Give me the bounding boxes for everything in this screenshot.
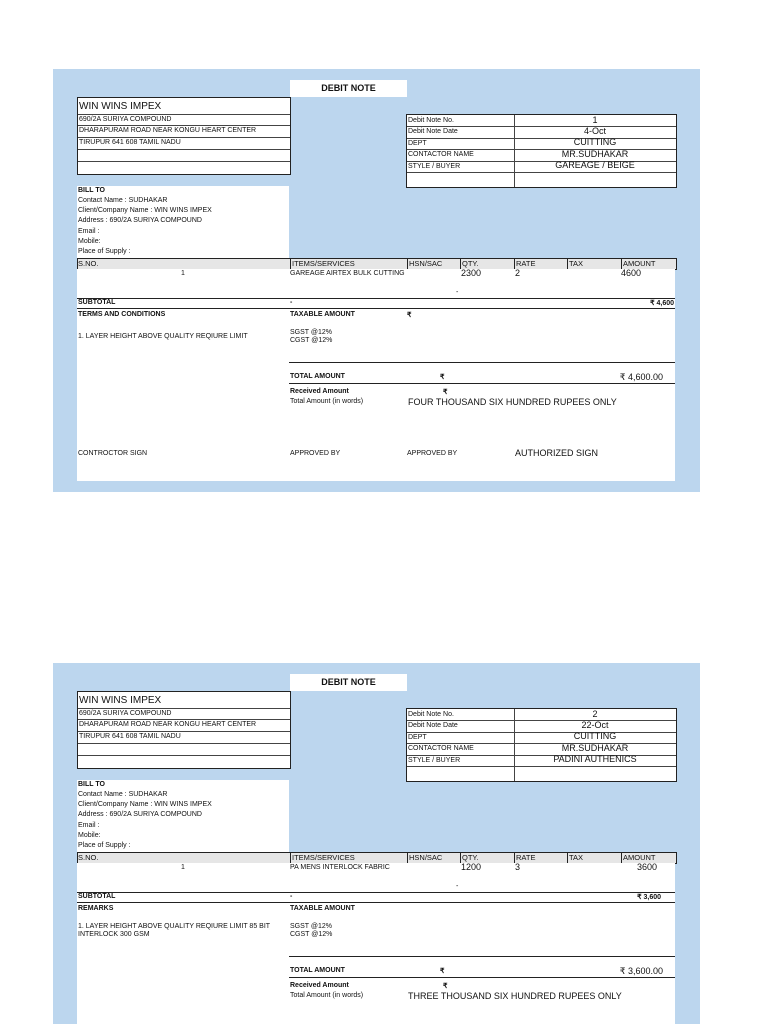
- bill-to-mobile: Mobile:: [78, 832, 101, 839]
- company-box: [77, 97, 291, 175]
- total-label: TOTAL AMOUNT: [290, 373, 345, 380]
- col-amount: AMOUNT: [623, 853, 656, 862]
- bill-to-supply: Place of Supply :: [78, 842, 131, 849]
- cgst-label: CGST @12%: [290, 337, 333, 344]
- words-label: Total Amount (in words): [290, 398, 364, 405]
- row-dot: -: [456, 883, 459, 890]
- authorized-sign: AUTHORIZED SIGN: [515, 448, 599, 458]
- col-tax: TAX: [569, 259, 584, 268]
- style-value: PADINI AUTHENICS: [553, 754, 637, 764]
- col-rate: RATE: [516, 853, 536, 862]
- company-address-1: 690/2A SURIYA COMPOUND: [79, 710, 172, 717]
- bill-to-contact: Contact Name : SUDHAKAR: [78, 197, 168, 204]
- items-body: [77, 269, 675, 481]
- bill-to-address: Address : 690/2A SURIYA COMPOUND: [78, 217, 202, 224]
- style-label: STYLE / BUYER: [408, 163, 461, 170]
- total-label: TOTAL AMOUNT: [290, 967, 345, 974]
- note-no-value: 2: [592, 709, 598, 719]
- col-sno: S.NO.: [78, 853, 99, 862]
- company-address-2: DHARAPURAM ROAD NEAR KONGU HEART CENTER: [79, 721, 257, 728]
- taxable-rupee: ₹: [407, 312, 412, 319]
- bill-to-heading: BILL TO: [78, 781, 105, 788]
- col-qty: QTY.: [462, 259, 479, 268]
- col-hsn: HSN/SAC: [409, 853, 443, 862]
- company-name: WIN WINS IMPEX: [79, 695, 162, 706]
- style-value: GAREAGE / BEIGE: [555, 160, 635, 170]
- total-value: ₹ 4,600.00: [619, 372, 663, 382]
- approved-by-2: APPROVED BY: [407, 450, 458, 457]
- bill-to-panel: [77, 186, 289, 258]
- note-title: DEBIT NOTE: [290, 674, 407, 691]
- bill-to-mobile: Mobile:: [78, 238, 101, 245]
- row-rate: 2: [515, 268, 521, 278]
- company-name: WIN WINS IMPEX: [79, 101, 162, 112]
- total-value: ₹ 3,600.00: [619, 966, 663, 976]
- row-dot: -: [456, 289, 459, 296]
- bill-to-client: Client/Company Name : WIN WINS IMPEX: [78, 207, 212, 214]
- contactor-label: CONTACTOR NAME: [408, 151, 474, 158]
- remarks-line-2: INTERLOCK 300 GSM: [78, 931, 150, 938]
- note-date-value: 4-Oct: [583, 126, 606, 136]
- sgst-label: SGST @12%: [290, 923, 332, 930]
- col-amount: AMOUNT: [623, 259, 656, 268]
- amount-in-words: THREE THOUSAND SIX HUNDRED RUPEES ONLY: [408, 991, 622, 1001]
- subtotal-value: ₹ 3,600: [637, 894, 661, 901]
- row-sno: 1: [181, 270, 185, 277]
- sgst-label: SGST @12%: [290, 329, 332, 336]
- col-rate: RATE: [516, 259, 536, 268]
- bill-to-heading: BILL TO: [78, 187, 105, 194]
- note-title: DEBIT NOTE: [290, 80, 407, 97]
- col-tax: TAX: [569, 853, 584, 862]
- dept-label: DEPT: [408, 140, 427, 147]
- approved-by-1: APPROVED BY: [290, 450, 341, 457]
- subtotal-dash: -: [290, 299, 293, 306]
- contactor-value: MR.SUDHAKAR: [561, 743, 629, 753]
- dept-value: CUITTING: [573, 137, 617, 147]
- col-items: ITEMS/SERVICES: [292, 259, 355, 268]
- contactor-label: CONTACTOR NAME: [408, 745, 474, 752]
- row-qty: 1200: [461, 862, 482, 872]
- note-date-label: Debit Note Date: [408, 128, 458, 135]
- company-address-3: TIRUPUR 641 608 TAMIL NADU: [79, 139, 181, 146]
- note-no-value: 1: [592, 115, 598, 125]
- note-info-box: [406, 114, 677, 188]
- row-amount: 3600: [637, 862, 658, 872]
- debit-note-1: [53, 69, 700, 492]
- note-no-label: Debit Note No.: [408, 711, 454, 718]
- total-rupee: ₹: [440, 374, 445, 381]
- row-rate: 3: [515, 862, 521, 872]
- terms-label: TERMS AND CONDITIONS: [78, 311, 166, 318]
- subtotal-label: SUBTOTAL: [78, 893, 116, 900]
- dept-label: DEPT: [408, 734, 427, 741]
- company-box: [77, 691, 291, 769]
- company-address-2: DHARAPURAM ROAD NEAR KONGU HEART CENTER: [79, 127, 257, 134]
- received-rupee: ₹: [443, 389, 448, 396]
- col-items: ITEMS/SERVICES: [292, 853, 355, 862]
- note-info-box: [406, 708, 677, 782]
- style-label: STYLE / BUYER: [408, 757, 461, 764]
- contractor-sign: CONTROCTOR SIGN: [78, 450, 148, 457]
- taxable-label: TAXABLE AMOUNT: [290, 905, 355, 912]
- col-qty: QTY.: [462, 853, 479, 862]
- bill-to-address: Address : 690/2A SURIYA COMPOUND: [78, 811, 202, 818]
- note-no-label: Debit Note No.: [408, 117, 454, 124]
- items-body: [77, 863, 675, 1024]
- note-date-value: 22-Oct: [581, 720, 609, 730]
- company-address-3: TIRUPUR 641 608 TAMIL NADU: [79, 733, 181, 740]
- terms-text: 1. LAYER HEIGHT ABOVE QUALITY REQIURE LIMIT: [78, 333, 248, 340]
- taxable-label: TAXABLE AMOUNT: [290, 311, 355, 318]
- contactor-value: MR.SUDHAKAR: [561, 149, 629, 159]
- dept-value: CUITTING: [573, 731, 617, 741]
- subtotal-label: SUBTOTAL: [78, 299, 116, 306]
- remarks-label: REMARKS: [78, 905, 114, 912]
- subtotal-value: ₹ 4,600: [650, 300, 674, 307]
- bill-to-client: Client/Company Name : WIN WINS IMPEX: [78, 801, 212, 808]
- subtotal-dash: -: [290, 893, 293, 900]
- row-sno: 1: [181, 864, 185, 871]
- amount-in-words: FOUR THOUSAND SIX HUNDRED RUPEES ONLY: [408, 397, 617, 407]
- bill-to-supply: Place of Supply :: [78, 248, 131, 255]
- cgst-label: CGST @12%: [290, 931, 333, 938]
- bill-to-contact: Contact Name : SUDHAKAR: [78, 791, 168, 798]
- company-address-1: 690/2A SURIYA COMPOUND: [79, 116, 172, 123]
- bill-to-panel: [77, 780, 289, 852]
- note-date-label: Debit Note Date: [408, 722, 458, 729]
- col-hsn: HSN/SAC: [409, 259, 443, 268]
- received-label: Received Amount: [290, 388, 349, 395]
- total-rupee: ₹: [440, 968, 445, 975]
- received-rupee: ₹: [443, 983, 448, 990]
- debit-note-2: [53, 663, 700, 1024]
- row-item: PA MENS INTERLOCK FABRIC: [290, 864, 390, 871]
- row-amount: 4600: [621, 268, 642, 278]
- bill-to-email: Email :: [78, 228, 100, 235]
- row-item: GAREAGE AIRTEX BULK CUTTING: [290, 270, 405, 277]
- col-sno: S.NO.: [78, 259, 99, 268]
- bill-to-email: Email :: [78, 822, 100, 829]
- row-qty: 2300: [461, 268, 482, 278]
- words-label: Total Amount (in words): [290, 992, 364, 999]
- received-label: Received Amount: [290, 982, 349, 989]
- remarks-line-1: 1. LAYER HEIGHT ABOVE QUALITY REQIURE LIMIT 85 BIT: [78, 923, 271, 930]
